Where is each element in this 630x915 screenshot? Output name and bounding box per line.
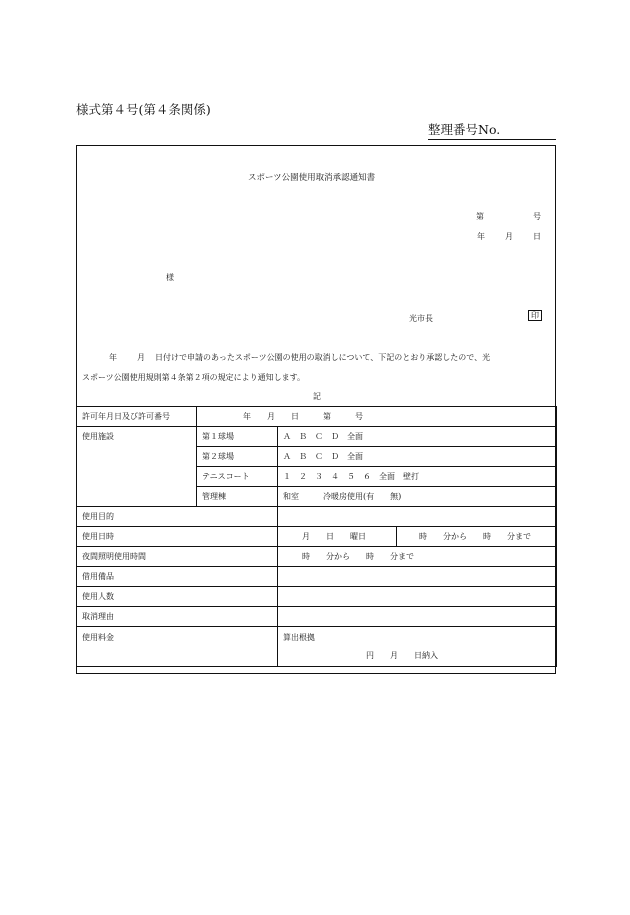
facility-label-cont: [77, 447, 197, 467]
datetime-time: 時 分から 時 分まで: [397, 527, 557, 547]
equipment-label: 借用備品: [77, 567, 278, 587]
reason-label: 取消理由: [77, 607, 278, 627]
reference-number-field: 整理番号No.: [428, 120, 556, 140]
addressee-sama: 様: [166, 273, 174, 282]
night-lighting-value: 時 分から 時 分まで: [278, 547, 557, 567]
facility-name: 第２球場: [197, 447, 278, 467]
datetime-date: 月 日 曜日: [278, 527, 397, 547]
facility-value: １ ２ ３ ４ ５ ６ 全面 壁打: [278, 467, 557, 487]
facility-label: 使用施設: [77, 427, 197, 447]
facility-value: Ａ Ｂ Ｃ Ｄ 全面: [278, 447, 557, 467]
body-line-1: 日付けで申請のあったスポーツ公園の使用の取消しについて、下記のとおり承認したので、光: [155, 353, 491, 362]
people-value: [278, 587, 557, 607]
people-label: 使用人数: [77, 587, 278, 607]
issue-number-dai: 第: [476, 212, 484, 221]
facility-label-cont: [77, 487, 197, 507]
equipment-value: [278, 567, 557, 587]
form-number: 様式第４号(第４条関係): [76, 102, 211, 117]
facility-value: Ａ Ｂ Ｃ Ｄ 全面: [278, 427, 557, 447]
issue-month: 月: [505, 232, 513, 241]
table-row-purpose: [77, 507, 557, 527]
body-line-2: スポーツ公園使用規則第４条第２項の規定により通知します。: [82, 373, 306, 382]
table-row-facility-3: [77, 467, 557, 487]
table-row-facility-4: [77, 487, 557, 507]
details-table: [76, 406, 557, 667]
fee-label: 使用料金: [77, 627, 278, 667]
fee-basis: 算出根拠: [283, 633, 315, 642]
facility-name: 管理棟: [197, 487, 278, 507]
facility-label-cont: [77, 467, 197, 487]
table-row-reason: [77, 607, 557, 627]
table-row-facility-1: [77, 427, 557, 447]
document-title: スポーツ公園使用取消承認通知書: [248, 173, 376, 183]
mayor-title: 光市長: [409, 314, 433, 323]
permit-label: 許可年月日及び許可番号: [77, 407, 197, 427]
purpose-label: 使用目的: [77, 507, 278, 527]
table-row-night-lighting: [77, 547, 557, 567]
issue-year: 年: [477, 232, 485, 241]
night-lighting-label: 夜間照明使用時間: [77, 547, 278, 567]
fee-value: [278, 627, 557, 667]
permit-value: 年 月 日 第 号: [197, 407, 557, 427]
table-row-facility-2: [77, 447, 557, 467]
ki-heading: 記: [313, 392, 321, 401]
facility-name: テニスコート: [197, 467, 278, 487]
facility-value: 和室 冷暖房使用(有 無): [278, 487, 557, 507]
issue-number-go: 号: [533, 212, 541, 221]
body-year: 年: [109, 353, 117, 362]
body-month: 月: [137, 353, 145, 362]
facility-name: 第１球場: [197, 427, 278, 447]
issue-day: 日: [533, 232, 541, 241]
seal-mark: 印: [528, 310, 542, 321]
table-row-people: [77, 587, 557, 607]
table-row-equipment: [77, 567, 557, 587]
purpose-value: [278, 507, 557, 527]
table-row-datetime: [77, 527, 557, 547]
table-row-fee: [77, 627, 557, 667]
datetime-label: 使用日時: [77, 527, 278, 547]
reason-value: [278, 607, 557, 627]
table-row-permit: [77, 407, 557, 427]
fee-paid-date: 円 月 日納入: [366, 651, 438, 660]
